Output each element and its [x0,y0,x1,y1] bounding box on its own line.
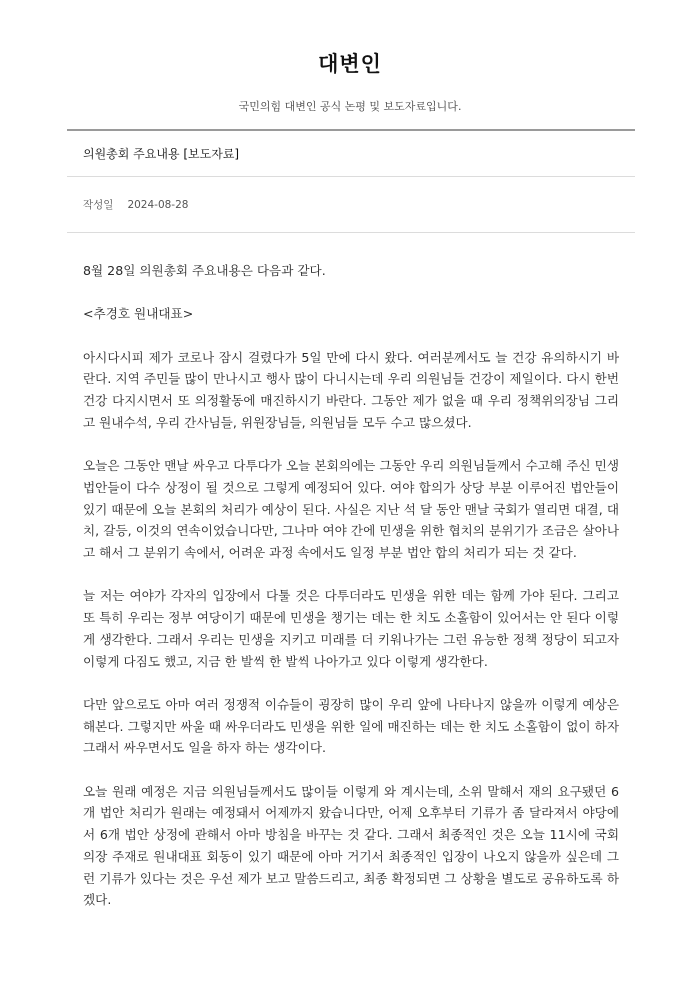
press-release-article [67,129,635,933]
site-title[interactable]: 대변인 [318,52,382,76]
post-body [67,233,635,911]
post-title-bar [67,129,635,177]
post-title: 의원총회 주요내용 [보도자료] [83,147,240,161]
body-paragraph: 다만 앞으로도 아마 여러 정쟁적 이슈들이 굉장히 많이 우리 앞에 나타나지 않을까 이렇게 예상은 해본다. 그렇지만 싸울 때 싸우더라도 민생을 위한 일에 매진하는 데는 한 치도 소홀함이 없이 하자 그래서 싸우면서도 일을 하자 하는 생각이다. [83,696,619,756]
body-paragraph: 오늘 원래 예정은 지금 의원님들께서도 많이들 이렇게 와 계시는데, 소위 말해서 재의 요구됐던 6개 법안 처리가 원래는 예정돼서 어제까지 왔습니다만, 어제 오후부터 기류가 좀 달라져서 야당에서 6개 법안 상정에 관해서 아마 방침을 바꾸는 것 같다. 그래서 최종적인 것은 오늘 11시에 국회의장 주재로 원내대표 회동이 있기 때문에 아마 거기서 최종적인 입장이 나오지 않을까 싶은데 그런 기류가 있다는 것은 우선 제가 보고 말씀드리고, 최종 확정되면 그 상황을 별도로 공유하도록 하겠다. [83,783,619,908]
intro-paragraph: 8월 28일 의원총회 주요내용은 다음과 같다. [83,263,326,278]
site-subtitle: 국민의힘 대변인 공식 논평 및 보도자료입니다. [238,100,462,113]
site-header [0,0,700,114]
post-meta [67,177,635,233]
body-paragraph: 아시다시피 제가 코로나 잠시 걸렸다가 5일 만에 다시 왔다. 여러분께서도 늘 건강 유의하시기 바란다. 지역 주민들 많이 만나시고 행사 많이 다니시는데 우리 의원님들 건강이 제일이다. 다시 한번 건강 다지시면서 또 의정활동에 매진하시기 바란다. 그동안 제가 없을 때 우리 정책위의장님 그리고 원내수석, 우리 간사님들, 위원장님들, 의원님들 모두 수고 많으셨다. [83,349,619,430]
body-paragraph: 오늘은 그동안 맨날 싸우고 다투다가 오늘 본회의에는 그동안 우리 의원님들께서 수고해 주신 민생법안들이 다수 상정이 될 것으로 그렇게 예정되어 있다. 여야 합의가 상당 부분 이루어진 법안들이 있기 때문에 오늘 본회의 처리가 예상이 된다. 사실은 지난 석 달 동안 맨날 국회가 열리면 대결, 대치, 갈등, 이것의 연속이었습니다만, 그나마 여야 간에 민생을 위한 협치의 분위기가 조금은 살아나고 해서 그 분위기 속에서, 어려운 과정 속에서도 일정 부분 법안 합의 처리가 되는 것 같다. [83,458,619,561]
post-date: 2024-08-28 [127,198,189,211]
speaker-heading: <추경호 원내대표> [83,306,194,322]
body-paragraph: 늘 저는 여야가 각자의 입장에서 다툴 것은 다투더라도 민생을 위한 데는 함께 가야 된다. 그리고 또 특히 우리는 정부 여당이기 때문에 민생을 챙기는 데는 한 치도 소홀함이 있어서는 안 된다 이렇게 생각한다. 그래서 우리는 민생을 지키고 미래를 더 키워나가는 그런 유능한 정책 정당이 되고자 이렇게 다짐도 했고, 지금 한 발씩 한 발씩 나아가고 있다 이렇게 생각한다. [83,588,619,669]
date-label: 작성일 [83,199,114,211]
